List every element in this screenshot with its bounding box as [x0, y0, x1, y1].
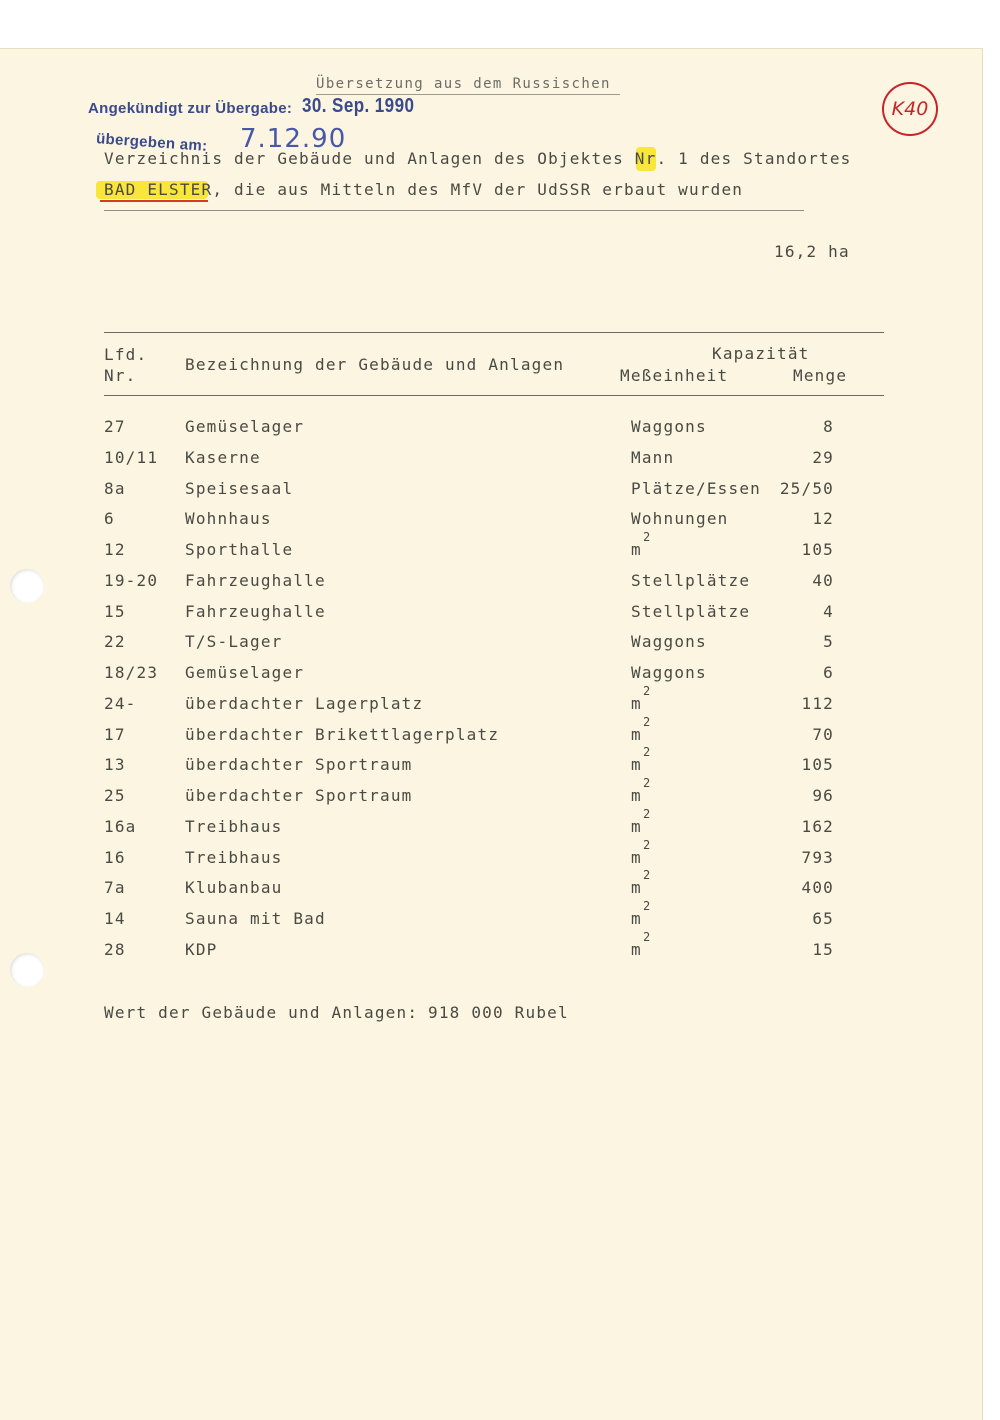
row-unit: m	[631, 817, 642, 836]
row-quantity: 12	[812, 509, 834, 528]
row-name: Treibhaus	[185, 817, 283, 836]
row-number: 28	[104, 940, 126, 959]
row-unit: Stellplätze	[631, 602, 751, 621]
row-name: T/S-Lager	[185, 632, 283, 651]
table-row	[0, 807, 982, 845]
row-quantity: 5	[823, 632, 834, 651]
row-unit-exponent: 2	[643, 930, 652, 944]
row-number: 27	[104, 417, 126, 436]
row-unit: m	[631, 909, 642, 928]
row-quantity: 793	[801, 848, 834, 867]
row-name: Wohnhaus	[185, 509, 272, 528]
row-unit-exponent: 2	[643, 838, 652, 852]
row-number: 24-	[104, 694, 137, 713]
area-value: 16,2 ha	[774, 242, 850, 261]
row-quantity: 70	[812, 725, 834, 744]
row-unit-exponent: 2	[643, 745, 652, 759]
table-top-rule	[104, 332, 884, 333]
table-row	[0, 448, 982, 476]
document-title-line1: Verzeichnis der Gebäude und Anlagen des Objektes Nr. 1 des Standortes	[104, 149, 852, 168]
row-number: 12	[104, 540, 126, 559]
location-underline	[100, 200, 208, 202]
stamp-announced-label: Angekündigt zur Übergabe:	[88, 100, 293, 117]
row-number: 16a	[104, 817, 137, 836]
row-unit: m	[631, 725, 642, 744]
col-header-nr-line2: Nr.	[104, 366, 137, 385]
row-unit-exponent: 2	[643, 530, 652, 544]
row-unit: Waggons	[631, 632, 707, 651]
row-unit-exponent: 2	[643, 899, 652, 913]
row-unit: Stellplätze	[631, 571, 751, 590]
row-unit: Mann	[631, 448, 675, 467]
table-header-rule	[104, 395, 884, 396]
row-name: Kaserne	[185, 448, 261, 467]
translation-note: Übersetzung aus dem Russischen	[316, 76, 611, 92]
row-unit: Wohnungen	[631, 509, 729, 528]
table-row	[0, 530, 982, 568]
row-name: Treibhaus	[185, 848, 283, 867]
row-quantity: 400	[801, 878, 834, 897]
row-quantity: 65	[812, 909, 834, 928]
row-quantity: 15	[812, 940, 834, 959]
row-unit: m	[631, 540, 642, 559]
title-rule	[104, 210, 804, 211]
total-value-label: Wert der Gebäude und Anlagen:	[104, 1003, 419, 1022]
row-name: Sauna mit Bad	[185, 909, 326, 928]
col-header-nr-line1: Lfd.	[104, 345, 148, 364]
row-quantity: 29	[812, 448, 834, 467]
table-row	[0, 632, 982, 660]
row-number: 13	[104, 755, 126, 774]
corner-mark: K40	[882, 82, 938, 136]
row-number: 7a	[104, 878, 126, 897]
row-number: 16	[104, 848, 126, 867]
row-number: 25	[104, 786, 126, 805]
table-row	[0, 868, 982, 906]
table-row	[0, 571, 982, 599]
row-number: 6	[104, 509, 115, 528]
row-unit-exponent: 2	[643, 715, 652, 729]
total-value-amount: 918 000 Rubel	[428, 1003, 569, 1022]
row-number: 10/11	[104, 448, 159, 467]
col-header-unit: Meßeinheit	[620, 366, 729, 385]
row-name: Sporthalle	[185, 540, 294, 559]
stamp-announced-date: 30. Sep. 1990	[302, 95, 415, 117]
row-unit: m	[631, 848, 642, 867]
row-quantity: 25/50	[779, 479, 834, 498]
row-quantity: 6	[823, 663, 834, 682]
row-name: überdachter Sportraum	[185, 755, 413, 774]
table-row	[0, 838, 982, 876]
row-name: Gemüselager	[185, 417, 305, 436]
row-number: 8a	[104, 479, 126, 498]
handwritten-date: 7.12.90	[240, 124, 347, 154]
row-number: 22	[104, 632, 126, 651]
row-number: 18/23	[104, 663, 159, 682]
document-title-line2: BAD ELSTER, die aus Mitteln des MfV der UdSSR erbaut wurden	[104, 180, 744, 199]
col-header-capacity: Kapazität	[712, 344, 810, 363]
row-unit: m	[631, 694, 642, 713]
row-unit-exponent: 2	[643, 868, 652, 882]
stamp-handed-label: übergeben am:	[95, 130, 208, 155]
col-header-qty: Menge	[793, 366, 848, 385]
table-row	[0, 509, 982, 537]
row-quantity: 8	[823, 417, 834, 436]
row-name: überdachter Sportraum	[185, 786, 413, 805]
table-row	[0, 417, 982, 445]
row-number: 17	[104, 725, 126, 744]
row-name: überdachter Brikettlagerplatz	[185, 725, 500, 744]
row-number: 14	[104, 909, 126, 928]
row-name: Speisesaal	[185, 479, 294, 498]
row-number: 15	[104, 602, 126, 621]
row-quantity: 105	[801, 540, 834, 559]
row-quantity: 112	[801, 694, 834, 713]
row-quantity: 162	[801, 817, 834, 836]
table-row	[0, 684, 982, 722]
row-quantity: 105	[801, 755, 834, 774]
row-unit-exponent: 2	[643, 684, 652, 698]
row-quantity: 40	[812, 571, 834, 590]
row-unit: Waggons	[631, 417, 707, 436]
row-unit: m	[631, 878, 642, 897]
row-name: Klubanbau	[185, 878, 283, 897]
row-name: Fahrzeughalle	[185, 571, 326, 590]
table-row	[0, 602, 982, 630]
row-unit: m	[631, 786, 642, 805]
table-row	[0, 776, 982, 814]
table-row	[0, 899, 982, 937]
row-unit: m	[631, 755, 642, 774]
row-quantity: 4	[823, 602, 834, 621]
row-number: 19-20	[104, 571, 159, 590]
row-unit: Plätze/Essen	[631, 479, 761, 498]
row-quantity: 96	[812, 786, 834, 805]
row-name: überdachter Lagerplatz	[185, 694, 424, 713]
table-row	[0, 479, 982, 507]
table-row	[0, 930, 982, 968]
col-header-name: Bezeichnung der Gebäude und Anlagen	[185, 355, 565, 374]
row-unit: m	[631, 940, 642, 959]
table-row	[0, 663, 982, 691]
row-name: Gemüselager	[185, 663, 305, 682]
row-unit-exponent: 2	[643, 776, 652, 790]
table-row	[0, 745, 982, 783]
row-name: KDP	[185, 940, 218, 959]
row-name: Fahrzeughalle	[185, 602, 326, 621]
table-row	[0, 715, 982, 753]
row-unit-exponent: 2	[643, 807, 652, 821]
row-unit: Waggons	[631, 663, 707, 682]
